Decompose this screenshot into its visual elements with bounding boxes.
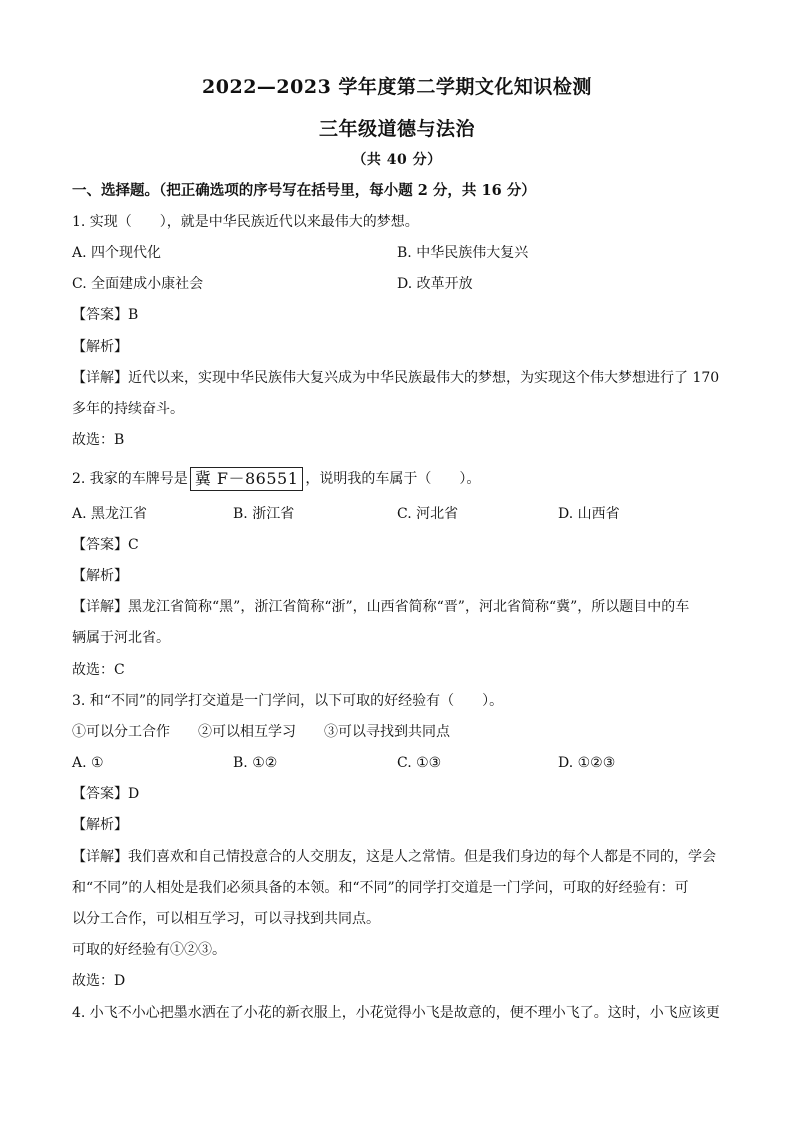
q2-answer: 【答案】C (72, 537, 139, 553)
q3-detail-line-4: 可取的好经验有①②③。 (72, 942, 226, 958)
q2-choice: 故选：C (72, 662, 125, 678)
q1-detail-line-1: 【详解】近代以来，实现中华民族伟大复兴成为中华民族最伟大的梦想，为实现这个伟大梦想进行了 170 (72, 370, 720, 386)
q3-option-a: A. ① (72, 755, 104, 771)
q2-analysis-label: 【解析】 (72, 568, 128, 584)
q4-stem: 4. 小飞不小心把墨水洒在了小花的新衣服上，小花觉得小飞是故意的，便不理小飞了。这时，小飞应该更 (72, 1005, 720, 1021)
document-title: 2022—2023 学年度第二学期文化知识检测 (202, 76, 592, 98)
q3-analysis-label: 【解析】 (72, 817, 128, 833)
q3-stem: 3. 和“不同”的同学打交道是一门学问，以下可取的好经验有（ ）。 (72, 693, 504, 709)
q3-detail-line-1: 【详解】我们喜欢和自己情投意合的人交朋友，这是人之常情。但是我们身边的每个人都是不同的，学会 (72, 849, 716, 865)
q2-detail-line-1: 【详解】黑龙江省简称“黑”，浙江省简称“浙”，山西省简称“晋”，河北省简称“冀”，所以题目中的车 (72, 599, 690, 615)
q1-option-d: D. 改革开放 (397, 276, 473, 292)
q1-answer: 【答案】B (72, 307, 139, 323)
total-score: （共 40 分） (352, 152, 442, 168)
q2-detail-line-2: 辆属于河北省。 (72, 630, 170, 646)
license-plate-image: 冀 F－86551 (190, 467, 304, 491)
q2-option-c: C. 河北省 (397, 506, 459, 522)
q2-option-d: D. 山西省 (558, 506, 620, 522)
q3-answer: 【答案】D (72, 786, 140, 802)
q2-stem (72, 467, 480, 491)
q3-choice: 故选：D (72, 973, 126, 989)
q1-option-a: A. 四个现代化 (72, 245, 162, 261)
q3-detail-line-2: 和“不同”的人相处是我们必须具备的本领。和“不同”的同学打交道是一门学问，可取的好经验有：可 (72, 880, 689, 896)
q2-stem-prefix: 2. 我家的车牌号是 (72, 471, 188, 487)
q1-choice: 故选：B (72, 432, 125, 448)
q3-items: ①可以分工合作 ②可以相互学习 ③可以寻找到共同点 (72, 724, 450, 740)
q1-analysis-label: 【解析】 (72, 339, 128, 355)
q1-option-c: C. 全面建成小康社会 (72, 276, 204, 292)
q3-option-d: D. ①②③ (558, 755, 616, 771)
q3-detail-line-3: 以分工合作，可以相互学习，可以寻找到共同点。 (72, 911, 380, 927)
q1-detail-line-2: 多年的持续奋斗。 (72, 401, 184, 417)
q1-option-b: B. 中华民族伟大复兴 (397, 245, 529, 261)
q2-stem-suffix: ，说明我的车属于（ ）。 (305, 471, 481, 487)
document-subject: 三年级道德与法治 (318, 118, 475, 140)
section-heading: 一、选择题。（把正确选项的序号写在括号里，每小题 2 分，共 16 分） (72, 182, 536, 199)
q3-option-b: B. ①② (233, 755, 278, 771)
q2-option-b: B. 浙江省 (233, 506, 295, 522)
q3-option-c: C. ①③ (397, 755, 442, 771)
q1-stem: 1. 实现（ ），就是中华民族近代以来最伟大的梦想。 (72, 214, 419, 230)
q2-option-a: A. 黑龙江省 (72, 506, 148, 522)
